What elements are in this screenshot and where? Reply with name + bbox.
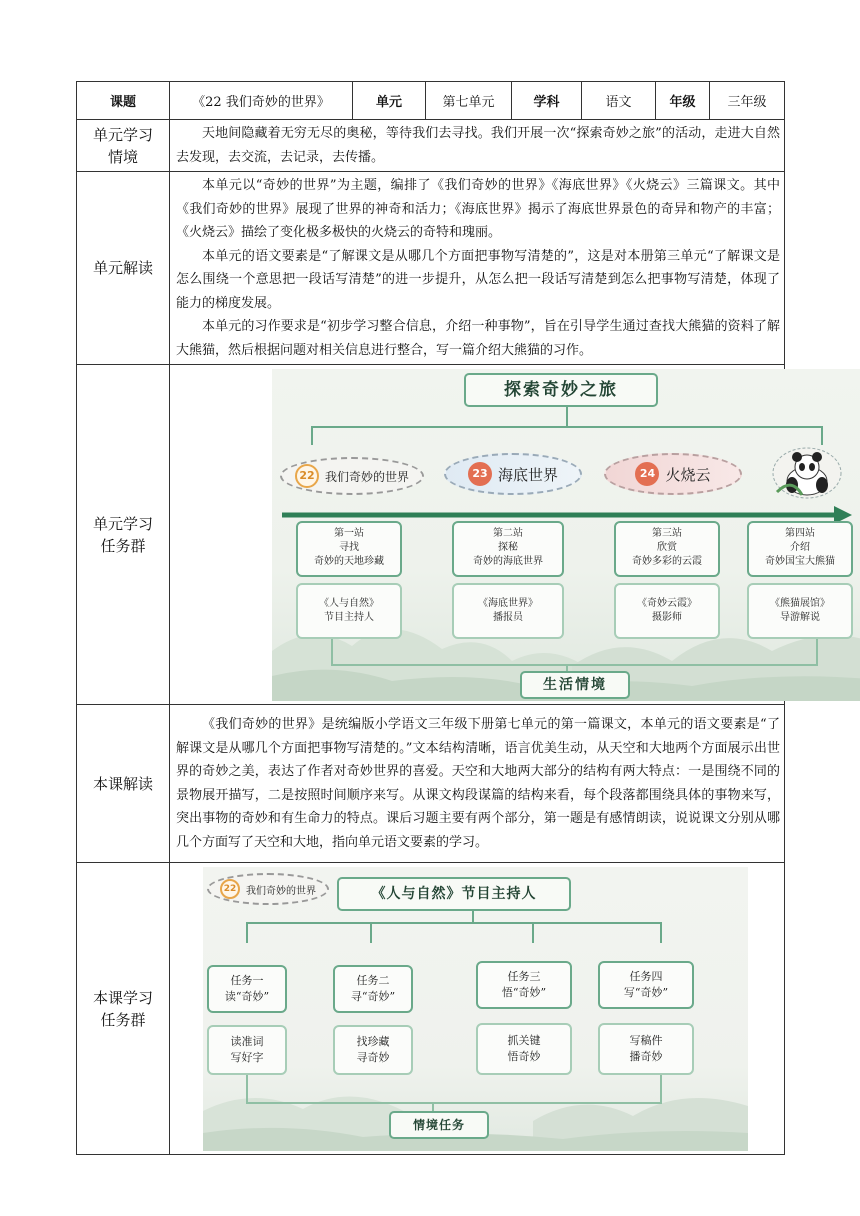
subject-label: 学科 (512, 82, 582, 120)
role-1-box: 《人与自然》 节目主持人 (296, 583, 402, 639)
lesson-22-oval: 22 我们奇妙的世界 (207, 873, 329, 905)
activity-4-box: 写稿件 播奇妙 (598, 1023, 694, 1075)
lesson-reading-row (77, 705, 785, 863)
station-4-box: 第四站 介绍 奇妙国宝大熊猫 (747, 521, 853, 577)
panda-image (772, 447, 842, 499)
subject-value: 语文 (582, 82, 656, 120)
lesson-23-oval: 23 海底世界 (444, 453, 582, 495)
header-row (77, 82, 785, 120)
unit-reading-paragraph: 本单元以“奇妙的世界”为主题，编排了《我们奇妙的世界》《海底世界》《火烧云》三篇课文。其中《我们奇妙的世界》展现了世界的神奇和活力；《海底世界》揭示了海底世界景色的奇异和物产的丰富；《火烧云》描绘了变化极多极快的火烧云的奇特和瑰丽。 (176, 178, 780, 240)
topic-value: 《22 我们奇妙的世界》 (170, 82, 353, 120)
activity-2-box: 找珍藏 寻奇妙 (333, 1025, 413, 1075)
lesson-tasks-diagram (203, 867, 748, 1151)
unit-reading-label: 单元解读 (77, 172, 170, 365)
unit-reading-row (77, 172, 785, 365)
situation-label: 单元学习 情境 (77, 120, 170, 172)
unit-reading-paragraph: 本单元的语文要素是“了解课文是从哪几个方面把事物写清楚的”，这是对本册第三单元“了解课文是怎么围绕一个意思把一段话写清楚”的进一步提升，从怎么把一段话写清楚到怎么把事物写清楚，体现了能力的梯度发展。 (176, 248, 780, 311)
lesson-tasks-row (77, 863, 785, 1155)
station-1-box: 第一站 寻找 奇妙的天地珍藏 (296, 521, 402, 577)
lesson-reading-label: 本课解读 (77, 705, 170, 863)
situation-row (77, 120, 785, 172)
unit-reading-text (170, 172, 785, 365)
unit-tasks-diagram-cell (170, 365, 835, 705)
lesson-reading-text: 《我们奇妙的世界》是统编版小学语文三年级下册第七单元的第一篇课文，本单元的语文要素是“了解课文是从哪几个方面把事物写清楚的。”文本结构清晰，语言优美生动，从天空和大地两个方面展示出世界的奇妙之美，表达了作者对奇妙世界的喜爱。天空和大地两大部分的结构有两大特点：一是围绕不同的景物展开描写，二是按照时间顺序来写。从课文构段谋篇的结构来看，每个段落都围绕具体的事物来写，突出事物的奇妙和有生命力的特点。课后习题主要有两个部分，第一题是有感情朗读，说说课文分别从哪几个方面写了天空和大地，指向单元语文要素的学习。 (170, 705, 785, 863)
unit-tasks-label: 单元学习 任务群 (77, 365, 170, 705)
lesson-22-oval: 22 我们奇妙的世界 (280, 457, 424, 495)
unit-tasks-row (77, 365, 785, 705)
lesson-tasks-label: 本课学习 任务群 (77, 863, 170, 1155)
role-2-box: 《海底世界》 播报员 (452, 583, 564, 639)
task-2-box: 任务二 寻“奇妙” (333, 965, 413, 1013)
lesson-plan-table (76, 81, 835, 1155)
lesson-number-badge: 23 (468, 462, 492, 486)
grade-value: 三年级 (710, 82, 785, 120)
lesson-number-badge: 24 (635, 462, 659, 486)
station-3-box: 第三站 欣赏 奇妙多彩的云霞 (614, 521, 720, 577)
lesson-24-oval: 24 火烧云 (604, 453, 742, 495)
diagram-title: 探索奇妙之旅 (464, 373, 658, 407)
diagram-footer: 生活情境 (520, 671, 630, 699)
lesson-number-badge: 22 (220, 879, 240, 899)
lesson-diagram-footer: 情境任务 (389, 1111, 489, 1139)
role-4-box: 《熊猫展馆》 导游解说 (747, 583, 853, 639)
task-4-box: 任务四 写“奇妙” (598, 961, 694, 1009)
unit-label: 单元 (353, 82, 426, 120)
lesson-diagram-title: 《人与自然》节目主持人 (337, 877, 571, 911)
lesson-number-badge: 22 (295, 464, 319, 488)
task-3-box: 任务三 悟“奇妙” (476, 961, 572, 1009)
unit-reading-paragraph: 本单元的习作要求是“初步学习整合信息，介绍一种事物”，旨在引导学生通过查找大熊猫的资料了解大熊猫，然后根据问题对相关信息进行整合，写一篇介绍大熊猫的习作。 (176, 319, 780, 358)
unit-tasks-diagram (272, 369, 860, 701)
situation-text: 天地间隐藏着无穷无尽的奥秘，等待我们去寻找。我们开展一次“探索奇妙之旅”的活动，走进大自然去发现，去交流，去记录，去传播。 (170, 120, 785, 172)
grade-label: 年级 (656, 82, 710, 120)
station-2-box: 第二站 探秘 奇妙的海底世界 (452, 521, 564, 577)
activity-3-box: 抓关键 悟奇妙 (476, 1023, 572, 1075)
lesson-tasks-diagram-cell (170, 863, 785, 1155)
topic-label: 课题 (77, 82, 170, 120)
activity-1-box: 读准词 写好字 (207, 1025, 287, 1075)
unit-value: 第七单元 (426, 82, 512, 120)
task-1-box: 任务一 读“奇妙” (207, 965, 287, 1013)
role-3-box: 《奇妙云霞》 摄影师 (614, 583, 720, 639)
